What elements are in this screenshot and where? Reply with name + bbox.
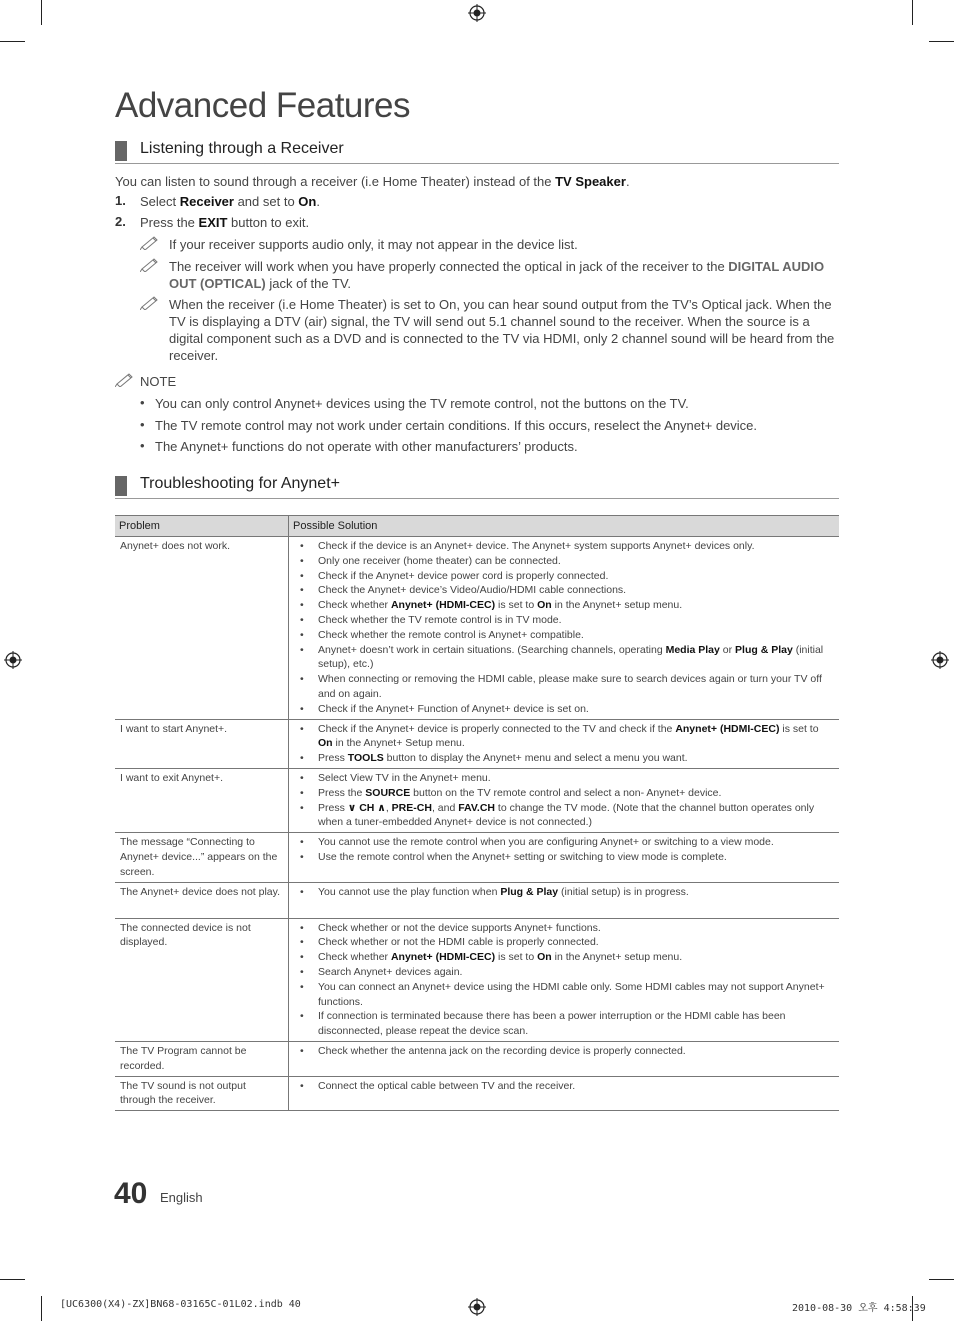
registration-mark-icon xyxy=(468,1298,486,1316)
solution-item: • Press the SOURCE button on the TV remote control and select a non- Anynet+ device. xyxy=(318,786,834,801)
note-label: NOTE xyxy=(140,374,177,389)
bullet-marker: • xyxy=(140,417,145,432)
note-text: When the receiver (i.e Home Theater) is set to On, you can hear sound output from the TV’s Optical jack. When the TV is displaying a DTV (air) signal, the TV will send out 5.1 channel sound to the receiver. When the source is a digital component such as a DVD and is connected to the TV via HDMI, only 2 channel sound will be heard from the receiver. xyxy=(169,297,835,363)
solution-item: • Select View TV in the Anynet+ menu. xyxy=(318,771,834,786)
solution-item: • Check whether the TV remote control is in TV mode. xyxy=(318,613,834,628)
note-text: The receiver will work when you have properly connected the optical in jack of the receiver to the DIGITAL AUDIO OUT (OPTICAL) jack of the TV. xyxy=(169,259,825,291)
solution-item: • Anynet+ doesn’t work in certain situations. (Searching channels, operating Media Play or Plug & Play (initial setup), etc.) xyxy=(318,643,834,673)
solution-item: • Check the Anynet+ device’s Video/Audio/HDMI cable connections. xyxy=(318,583,834,598)
table-row xyxy=(115,719,839,768)
crop-mark xyxy=(929,1279,954,1280)
solution-item: • If connection is terminated because there has been a power interruption or the HDMI cable has been disconnected, please repeat the device scan. xyxy=(318,1009,834,1039)
solution-cell xyxy=(289,1041,840,1076)
heading-bar xyxy=(115,476,127,496)
pencil-note-icon xyxy=(140,294,160,310)
solution-item: • Check whether the remote control is Anynet+ compatible. xyxy=(318,628,834,643)
step-number: 2. xyxy=(115,214,126,229)
note-text: If your receiver supports audio only, it may not appear in the device list. xyxy=(169,237,578,252)
problem-cell: The connected device is not displayed. xyxy=(115,918,289,1041)
crop-mark xyxy=(912,0,913,25)
solution-item: • When connecting or removing the HDMI cable, please make sure to search devices again or turn your TV off and on again. xyxy=(318,672,834,702)
footer-file-info: [UC6300(X4)-ZX]BN68-03165C-01L02.indb 40 xyxy=(60,1299,301,1310)
solution-item: • Check whether Anynet+ (HDMI-CEC) is set to On in the Anynet+ setup menu. xyxy=(318,950,834,965)
bullet-marker: • xyxy=(140,438,145,453)
heading-bar xyxy=(115,141,127,161)
solution-item: • Press TOOLS button to display the Anynet+ menu and select a menu you want. xyxy=(318,751,834,766)
pencil-note-icon xyxy=(140,234,160,250)
solution-cell xyxy=(289,882,840,918)
problem-cell: The Anynet+ device does not play. xyxy=(115,882,289,918)
solution-cell xyxy=(289,768,840,832)
crop-mark xyxy=(0,41,25,42)
solution-item: • Press ∨ CH ∧, PRE-CH, and FAV.CH to change the TV mode. (Note that the channel button operates only when a tuner-embedded Anynet+ device is not connected.) xyxy=(318,801,834,831)
table-row xyxy=(115,882,839,918)
solution-cell xyxy=(289,1076,840,1111)
problem-cell: I want to exit Anynet+. xyxy=(115,768,289,832)
solution-item: • Check whether or not the HDMI cable is properly connected. xyxy=(318,935,834,950)
solution-item: • Check if the device is an Anynet+ device. The Anynet+ system supports Anynet+ devices only. xyxy=(318,539,834,554)
bullet-marker: • xyxy=(140,395,145,410)
table-header-row xyxy=(115,516,839,537)
solution-cell xyxy=(289,719,840,768)
solution-item: • Check whether Anynet+ (HDMI-CEC) is set to On in the Anynet+ setup menu. xyxy=(318,598,834,613)
section-heading-receiver xyxy=(115,141,839,164)
solution-cell xyxy=(289,537,840,720)
page-title: Advanced Features xyxy=(115,86,411,125)
solution-item: • Check whether the antenna jack on the recording device is properly connected. xyxy=(318,1044,834,1059)
problem-cell: I want to start Anynet+. xyxy=(115,719,289,768)
pencil-note-icon xyxy=(140,256,160,272)
crop-mark xyxy=(41,0,42,25)
section-heading-troubleshooting xyxy=(115,476,839,499)
problem-cell: The TV Program cannot be recorded. xyxy=(115,1041,289,1076)
step-number: 1. xyxy=(115,193,126,208)
solution-item: • Only one receiver (home theater) can be connected. xyxy=(318,554,834,569)
section-heading-text: Listening through a Receiver xyxy=(140,140,344,157)
table-row xyxy=(115,918,839,1041)
solution-item: • You can connect an Anynet+ device using the HDMI cable only. Some HDMI cables may not support Anynet+ functions. xyxy=(318,980,834,1010)
column-header-solution: Possible Solution xyxy=(289,516,840,537)
table-row xyxy=(115,768,839,832)
note-bullet: The TV remote control may not work under certain conditions. If this occurs, reselect the Anynet+ device. xyxy=(155,418,758,433)
intro-text: You can listen to sound through a receiver (i.e Home Theater) instead of the TV Speaker. xyxy=(115,174,630,189)
step-text: Press the EXIT button to exit. xyxy=(140,215,310,230)
solution-item: • Check whether or not the device supports Anynet+ functions. xyxy=(318,921,834,936)
pencil-note-icon xyxy=(115,371,135,387)
troubleshooting-table xyxy=(115,515,839,1111)
solution-item: • Check if the Anynet+ Function of Anynet+ device is set on. xyxy=(318,702,834,717)
note-bullet: You can only control Anynet+ devices using the TV remote control, not the buttons on the TV. xyxy=(155,396,689,411)
column-header-problem: Problem xyxy=(115,516,289,537)
solution-item: • Search Anynet+ devices again. xyxy=(318,965,834,980)
problem-cell: The TV sound is not output through the receiver. xyxy=(115,1076,289,1111)
registration-mark-icon xyxy=(931,651,949,669)
footer-timestamp: 2010-08-30 오후 4:58:39 xyxy=(792,1303,926,1314)
language-label: English xyxy=(160,1190,203,1205)
solution-item: • Check if the Anynet+ device power cord is properly connected. xyxy=(318,569,834,584)
solution-item: • Use the remote control when the Anynet+ setting or switching to view mode is complete. xyxy=(318,850,834,865)
registration-mark-icon xyxy=(4,651,22,669)
crop-mark xyxy=(0,1279,25,1280)
crop-mark xyxy=(929,41,954,42)
page-number: 40 xyxy=(114,1177,148,1210)
channel-button-icon: ∨ CH ∧ xyxy=(347,801,386,814)
registration-mark-icon xyxy=(468,4,486,22)
solution-cell xyxy=(289,833,840,882)
crop-mark xyxy=(41,1296,42,1321)
problem-cell: The message “Connecting to Anynet+ device...” appears on the screen. xyxy=(115,833,289,882)
section-heading-text: Troubleshooting for Anynet+ xyxy=(140,475,340,492)
solution-item: • Check if the Anynet+ device is properly connected to the TV and check if the Anynet+ (HDMI-CEC) is set to On in the Anynet+ Setup menu. xyxy=(318,722,834,752)
table-row xyxy=(115,1076,839,1111)
problem-cell: Anynet+ does not work. xyxy=(115,537,289,720)
solution-item: • You cannot use the remote control when you are configuring Anynet+ or switching to a view mode. xyxy=(318,835,834,850)
table-row xyxy=(115,833,839,882)
solution-item: • Connect the optical cable between TV and the receiver. xyxy=(318,1079,834,1094)
solution-item: • You cannot use the play function when Plug & Play (initial setup) is in progress. xyxy=(318,885,834,900)
table-row xyxy=(115,537,839,720)
table-row xyxy=(115,1041,839,1076)
solution-cell xyxy=(289,918,840,1041)
step-text: Select Receiver and set to On. xyxy=(140,194,320,209)
note-bullet: The Anynet+ functions do not operate with other manufacturers’ products. xyxy=(155,439,578,454)
